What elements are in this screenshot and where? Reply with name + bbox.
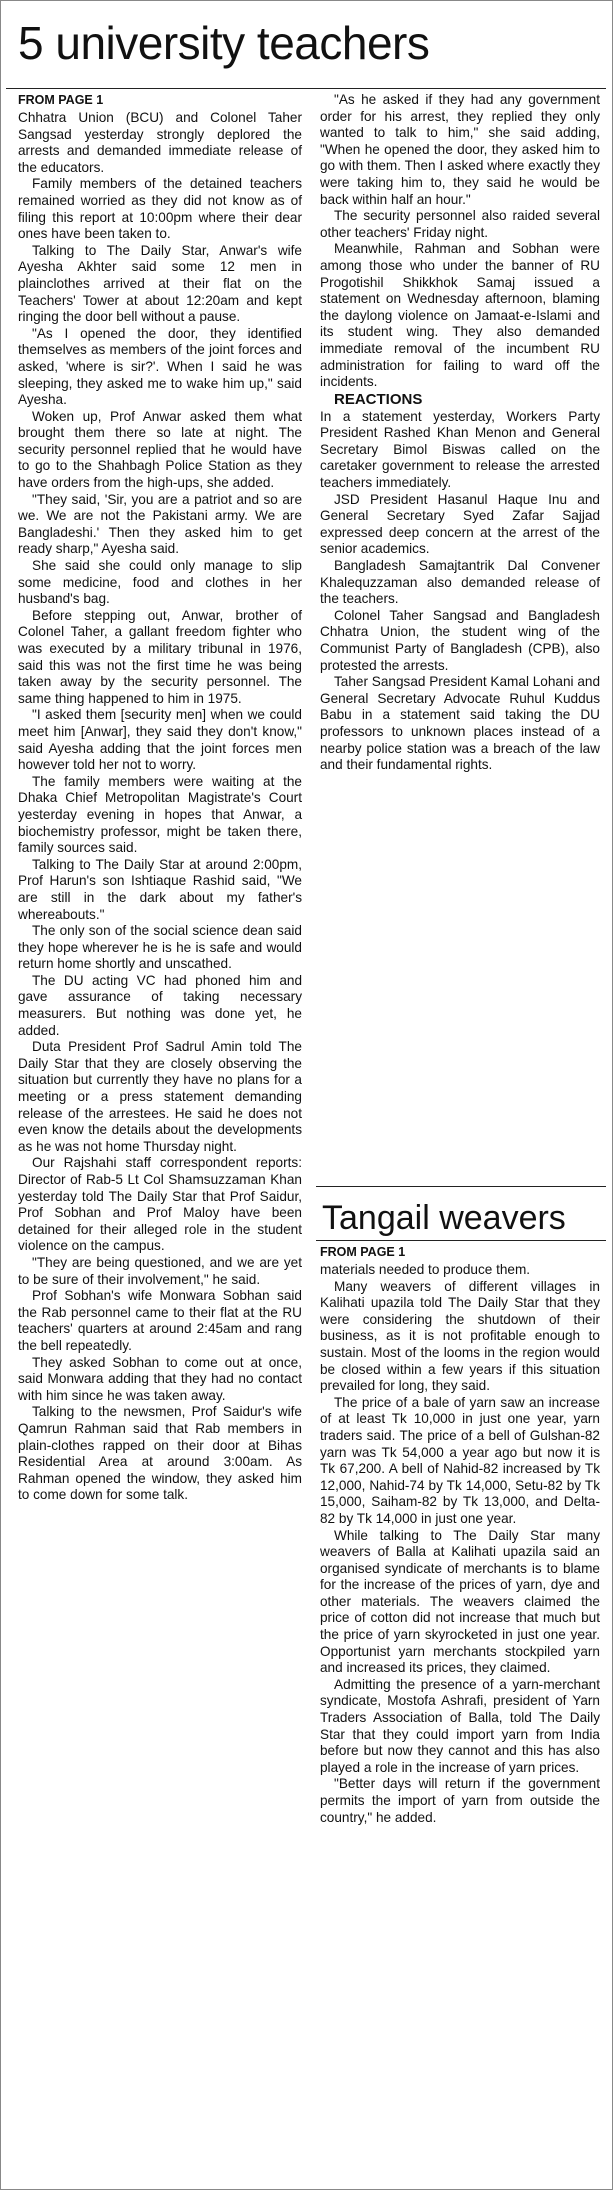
story2-column [320, 1244, 600, 1826]
story1-column-2-part-a [320, 92, 600, 391]
story2-headline-rule [316, 1240, 606, 1241]
paragraph: "They said, 'Sir, you are a patriot and so are we. We are not the Pakistani army. We are Bangladeshi.' Then they asked him to get ready sharp," Ayesha said. [18, 491, 302, 557]
jump-label: FROM PAGE 1 [18, 93, 104, 107]
story1-column-1 [18, 92, 302, 1504]
paragraph: The only son of the social science dean said they hope wherever he is he is safe and would return home shortly and unscathed. [18, 923, 302, 972]
paragraph: "I asked them [security men] when we could meet him [Anwar], they said they don't know," said Ayesha adding that the joint forces men however told her not to worry. [18, 707, 302, 773]
paragraph: Chhatra Union (BCU) and Colonel Taher Sangsad yesterday strongly deplored the arrests and demanded immediate release of the educators. [18, 110, 302, 175]
story2-body [320, 1262, 600, 1826]
paragraph: Admitting the presence of a yarn-merchant syndicate, Mostofa Ashrafi, president of Yarn Traders Association of Balla, told The Daily Star that they could import yarn from India before but now they cannot and this has also played a role in the increase of yarn prices. [320, 1676, 600, 1775]
paragraph: "Better days will return if the government permits the import of yarn from outside the country," he added. [320, 1776, 600, 1825]
paragraph: Bangladesh Samajtantrik Dal Convener Khalequzzaman also demanded release of the teachers. [320, 558, 600, 607]
paragraph: "They are being questioned, and we are yet to be sure of their involvement," he said. [18, 1254, 302, 1287]
paragraph: Family members of the detained teachers remained worried as they did not know as of filing this report at 10:00pm where their dear ones have been taken to. [18, 176, 302, 242]
paragraph: They asked Sobhan to come out at once, said Monwara adding that they had no contact with him since he was taken away. [18, 1354, 302, 1403]
paragraph: Prof Sobhan's wife Monwara Sobhan said the Rab personnel came to their flat at the RU teachers' quarters at around 2:45am and rang the bell repeatedly. [18, 1288, 302, 1353]
paragraph: Taher Sangsad President Kamal Lohani and General Secretary Advocate Ruhul Kuddus Babu in a statement said taking the DU professors to unknown places instead of a nearby police station was a breach of the law and their fundamental rights. [320, 674, 601, 773]
headline-university-teachers: 5 university teachers [18, 17, 430, 69]
paragraph: Duta President Prof Sadrul Amin told The Daily Star that they are closely observing the situation but currently they have no plans for a meeting or a press statement demanding release of the arrestees. He said he does not even know the details about the developments as he was not home Thursday night. [18, 1039, 302, 1154]
story1-column-1-body [18, 110, 302, 1504]
jump-label-2: FROM PAGE 1 [320, 1245, 406, 1259]
paragraph: JSD President Hasanul Haque Inu and General Secretary Syed Zafar Sajjad expressed deep concern at the arrest of the senior academics. [320, 491, 600, 557]
story1-column-2-part-b [320, 409, 600, 774]
paragraph: Our Rajshahi staff correspondent reports: Director of Rab-5 Lt Col Shamsuzzaman Khan yesterday told The Daily Star that Prof Saidur, Prof Sobhan and Prof Maloy have been detained for their alleged role in the student violence on the campus. [18, 1155, 302, 1254]
paragraph: Talking to The Daily Star, Anwar's wife Ayesha Akhter said some 12 men in plainclothes arrived at their flat on the Teachers' Tower at about 12:20am and kept ringing the door bell without a pause. [18, 242, 302, 325]
paragraph: materials needed to produce them. [320, 1262, 531, 1277]
paragraph: The security personnel also raided several other teachers' Friday night. [320, 208, 600, 240]
paragraph: The DU acting VC had phoned him and gave assurance of taking necessary measurers. But nothing was done yet, he added. [18, 972, 302, 1038]
paragraph: Many weavers of different villages in Kalihati upazila told The Daily Star that they were considering the shutdown of their business, as it is not profitable enough to sustain. Most of the looms in the region would be closed within a few years if this situation prevailed for long, they said. [320, 1278, 600, 1394]
subhead-reactions: REACTIONS [334, 390, 423, 408]
paragraph: Woken up, Prof Anwar asked them what brought them there so late at night. The security personnel replied that he would have to go to the Shahbagh Police Station as they have orders from the high-ups, she added. [18, 408, 302, 491]
paragraph: Colonel Taher Sangsad and Bangladesh Chhatra Union, the student wing of the Communist Party of Bangladesh (CPB), also protested the arrests. [320, 607, 600, 673]
paragraph: In a statement yesterday, Workers Party President Rashed Khan Menon and General Secretary Bimol Biswas called on the caretaker government to release the arrested teachers immediately. [320, 408, 600, 491]
paragraph: The family members were waiting at the Dhaka Chief Metropolitan Magistrate's Court yesterday evening in hopes that Anwar, a biochemistry professor, might be taken there, family sources said. [18, 773, 302, 856]
paragraph: Meanwhile, Rahman and Sobhan were among those who under the banner of RU Progotishil Shikkhok Samaj issued a statement on Wednesday afternoon, blaming the daylong violence on Jamaat-e-Islami and its student wing. They also demanded immediate removal of the incumbent RU administration for failing to ward off the incidents. [320, 241, 600, 390]
paragraph: Talking to The Daily Star at around 2:00pm, Prof Harun's son Ishtiaque Rashid said, "We are still in the dark about my father's whereabouts." [18, 856, 302, 922]
paragraph: She said she could only manage to slip some medicine, food and clothes in her husband's bag. [18, 558, 302, 607]
paragraph: "As he asked if they had any government order for his arrest, they replied they only wanted to talk to him," she said adding, "When he opened the door, they asked him to go with them. Then I asked where exactly they were taking him to, they said he would be back within half an hour." [320, 92, 600, 207]
paragraph: "As I opened the door, they identified themselves as members of the joint forces and asked, 'where is sir?'. When I said he was sleeping, they asked me to wake him up," said Ayesha. [18, 325, 302, 408]
headline-rule [6, 88, 606, 89]
paragraph: Talking to the newsmen, Prof Saidur's wife Qamrun Rahman said that Rab members in plain-clothes rapped on their door at Bihas Residential Area at around 3:00am. As Rahman opened the window, they asked him to come down for some talk. [18, 1404, 302, 1503]
story1-column-2 [320, 92, 600, 774]
story2-top-rule [316, 1186, 606, 1187]
headline-tangail-weavers: Tangail weavers [322, 1199, 566, 1237]
paragraph: Before stepping out, Anwar, brother of Colonel Taher, a gallant freedom fighter who was executed by a military tribunal in 1976, said this was not the first time he was being taken away by the security personnel. The same thing happened to him in 1975. [18, 607, 302, 706]
paragraph: While talking to The Daily Star many weavers of Balla at Kalihati upazila said an organised syndicate of merchants is to blame for the increase of the prices of yarn, dye and other materials. The weavers claimed the price of cotton did not increase that much but the price of yarn skyrocketed in just one year. Opportunist yarn merchants stockpiled yarn and increased its prices, they claimed. [320, 1527, 600, 1676]
paragraph: The price of a bale of yarn saw an increase of at least Tk 10,000 in just one year, yarn traders said. The price of a bell of Gulshan-82 yarn was Tk 54,000 a year ago but now it is Tk 67,200. A bell of Nahid-82 increased by Tk 12,000, Nahid-74 by Tk 14,000, Setu-82 by Tk 15,000, Saiham-82 by Tk 13,000, and Delta-82 by Tk 14,000 in just one year. [320, 1394, 600, 1526]
